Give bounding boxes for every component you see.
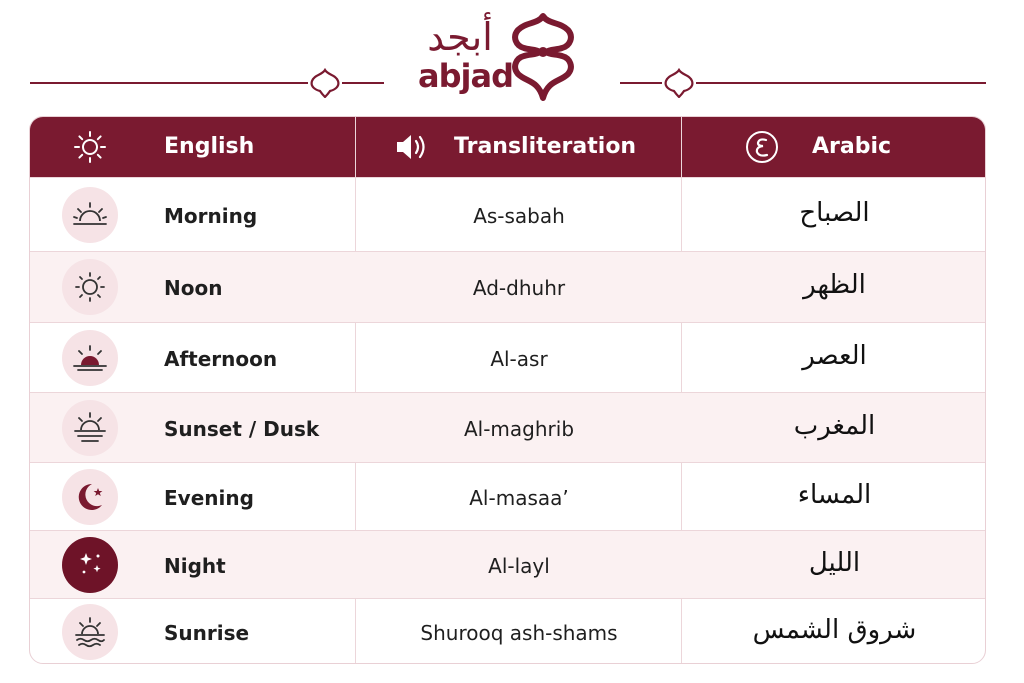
cell-arabic: شروق الشمس [752,615,917,645]
speaker-icon [392,129,428,165]
header [0,0,1024,110]
cell-english: Morning [164,204,258,228]
logo-arabic: أبجد [427,15,493,59]
logo-mark-icon [508,12,578,102]
sunrise-waves-icon [62,604,118,660]
cell-arabic: الليل [808,548,861,578]
divider-right [696,82,986,84]
ornament-left-icon [308,68,342,98]
cell-transliteration: Al-maghrib [463,417,575,441]
ornament-right-icon [662,68,696,98]
cell-transliteration: Al-layl [488,554,550,578]
header-arabic: Arabic [812,134,892,159]
cell-transliteration: Al-masaa’ [469,486,569,510]
table-header [30,117,986,177]
night-stars-icon [62,537,118,593]
logo-latin: abjad [418,57,513,95]
cell-english: Afternoon [164,347,278,371]
divider-right-inner [620,82,662,84]
sun-icon [72,129,108,165]
table-row [30,462,986,530]
cell-arabic: المساء [797,480,872,510]
table-row [30,530,986,598]
cell-transliteration: Al-asr [490,347,548,371]
cell-arabic: الظهر [803,270,866,300]
arabic-letter-ain-icon [744,129,780,165]
crescent-moon-star-icon [62,469,118,525]
cell-english: Sunrise [164,621,250,645]
cell-transliteration: As-sabah [473,204,565,228]
cell-arabic: المغرب [793,411,876,441]
divider-left-inner [342,82,384,84]
sun-icon [62,259,118,315]
sunrise-half-icon [62,187,118,243]
table-row [30,251,986,322]
cell-transliteration: Ad-dhuhr [472,276,566,300]
cell-arabic: العصر [802,341,867,371]
divider-left [30,82,308,84]
table-row [30,392,986,462]
table-row [30,177,986,251]
cell-english: Evening [164,486,254,510]
header-transliteration: Transliteration [454,134,637,159]
cell-transliteration: Shurooq ash-shams [420,621,618,645]
sun-setting-icon [62,330,118,386]
cell-english: Noon [164,276,223,300]
table-row [30,322,986,392]
header-english: English [164,134,255,159]
cell-english: Sunset / Dusk [164,417,320,441]
sunset-lines-icon [62,400,118,456]
cell-english: Night [164,554,226,578]
table-row [30,598,986,664]
cell-arabic: الصباح [799,198,870,228]
vocabulary-table [29,116,986,664]
